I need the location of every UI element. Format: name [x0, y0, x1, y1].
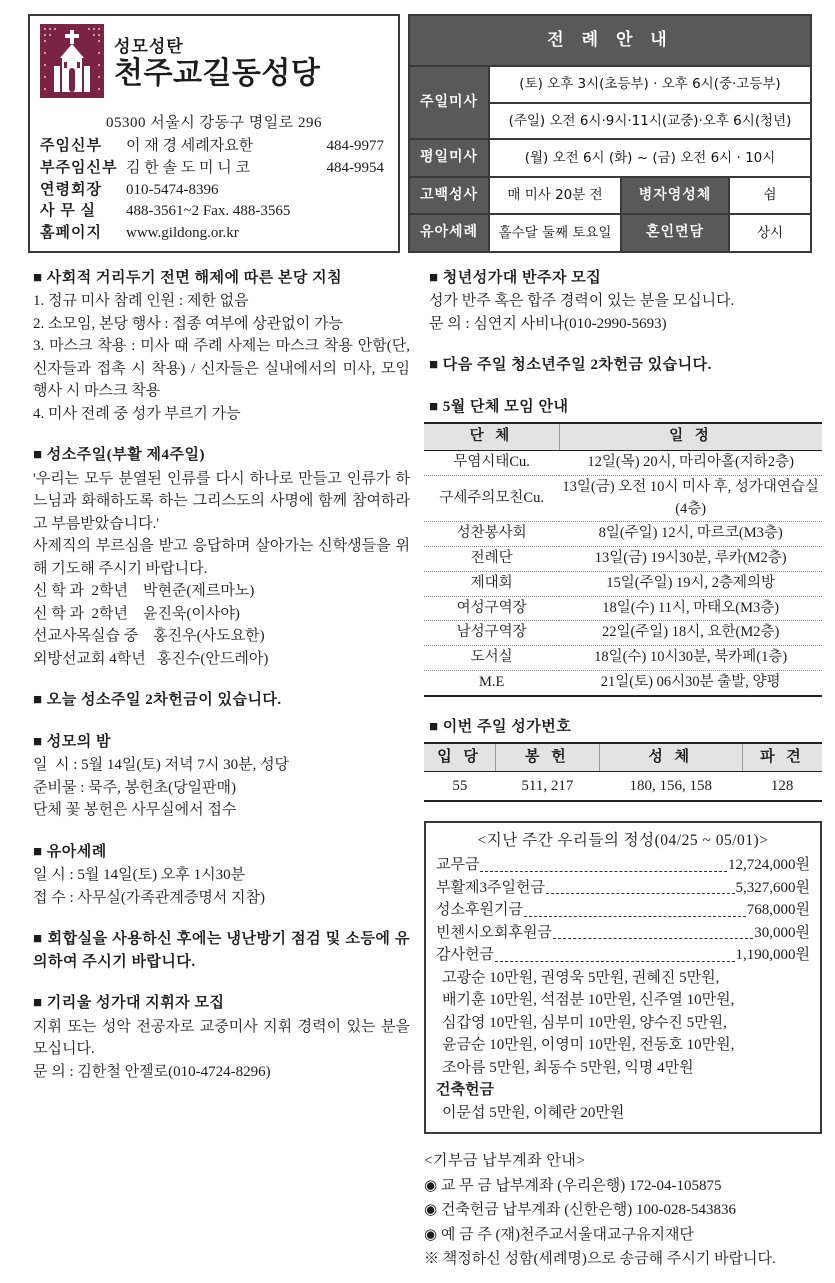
group-name: 제대회	[424, 571, 559, 596]
section-title: ■ 기리울 성가대 지휘자 모집	[33, 995, 225, 1012]
section-line: 외방선교회 4학년 홍진수(안드레아)	[33, 650, 269, 667]
section-title: ■ 성소주일(부활 제4주일)	[33, 447, 205, 464]
confession-label: 고백성사	[409, 177, 489, 215]
section-line: 3. 마스크 착용 : 미사 때 주례 사제는 마스크 착용 안함(단, 신자들과 접촉 시 착용) / 신자들은 실내에서의 미사, 모임 행사 시 마스크 착용	[33, 338, 414, 400]
section-next-week-collection	[424, 354, 822, 377]
section-line: 1. 정규 미사 참례 인원 : 제한 없음	[33, 293, 249, 310]
section-choir-conductor-recruit	[28, 992, 414, 1083]
section-title: ■ 5월 단체 모임 안내	[429, 398, 569, 415]
section-youth-choir-accompanist	[424, 267, 822, 336]
group-schedule: 15일(주일) 19시, 2층제의방	[559, 571, 822, 596]
header	[28, 14, 817, 253]
group-schedule: 18일(수) 10시30분, 북카페(1층)	[559, 646, 822, 671]
section-meeting-room-notice	[28, 928, 410, 973]
contact-phone	[384, 201, 388, 223]
church-titles	[114, 38, 320, 91]
group-table-header-row	[424, 423, 822, 450]
group-schedule: 12일(목) 20시, 마리아홀(지하2층)	[559, 451, 822, 476]
church-brand	[40, 24, 388, 106]
section-line: 신 학 과 2학년 박현준(제르마노)	[33, 583, 255, 600]
liturgy-title: 전 례 안 내	[409, 15, 811, 66]
section-line: 2. 소모임, 본당 행사 : 접종 여부에 상관없이 가능	[33, 315, 343, 332]
group-row	[424, 522, 822, 547]
donation-amount: 1,190,000원	[735, 947, 810, 964]
group-schedule: 18일(수) 11시, 마태오(M3층)	[559, 596, 822, 621]
section-line: 성가 반주 혹은 합주 경력이 있는 분을 모십니다.	[429, 293, 735, 310]
contact-value: 이 재 경 세례자요한	[126, 138, 254, 154]
section-hymn-numbers	[424, 716, 822, 803]
content-columns	[28, 267, 817, 1273]
contact-phone: 484-9954	[326, 159, 384, 176]
contact-row	[40, 158, 388, 180]
donation-label: 감사헌금	[436, 947, 494, 964]
schedule-column-header: 일 정	[559, 423, 822, 450]
section-line: 문 의 : 김한철 안젤로(010-4724-8296)	[33, 1063, 271, 1080]
section-line: 사제직의 부르심을 받고 응답하며 살아가는 신학생들을 위해 기도해 주시기 바랍니다.	[33, 538, 410, 577]
section-vocations-sunday	[28, 444, 410, 670]
group-schedule: 22일(주일) 18시, 요한(M2층)	[559, 621, 822, 646]
dismissal-header: 파 견	[742, 743, 822, 771]
donation-label: 성소후원기금	[436, 902, 523, 919]
group-row	[424, 670, 822, 695]
account-info-title: <기부금 납부계좌 안내>	[424, 1153, 586, 1170]
section-night-of-mary	[28, 731, 410, 822]
account-lines	[424, 1175, 822, 1271]
section-body	[28, 864, 410, 909]
group-table-body	[424, 451, 822, 696]
offertory-header: 봉 헌	[496, 743, 599, 771]
contact-value: www.gildong.or.kr	[126, 225, 239, 241]
sunday-mass-sun: (주일) 오전 6시·9시·11시(교중)·오후 6시(청년)	[489, 103, 811, 140]
donation-row	[436, 944, 810, 967]
donation-row	[436, 877, 810, 900]
donation-row	[436, 854, 810, 877]
section-distancing-guidelines	[28, 267, 414, 426]
section-title: ■ 회합실을 사용하신 후에는 냉난방기 점검 및 소등에 유의하여 주시기 바랍니다.	[33, 931, 410, 970]
group-row	[424, 475, 822, 522]
donation-items	[436, 854, 810, 967]
sick-communion-label: 병자영성체	[621, 177, 729, 215]
weekday-mass-label: 평일미사	[409, 139, 489, 177]
contact-row	[40, 180, 388, 202]
marriage-value: 상시	[729, 214, 811, 252]
church-info-box	[28, 14, 400, 253]
contact-label: 사 무 실	[40, 203, 96, 220]
building-fund-label: 건축헌금	[436, 1082, 494, 1099]
confession-value: 매 미사 20분 전	[489, 177, 621, 215]
right-column	[424, 267, 822, 1273]
group-row	[424, 646, 822, 671]
group-row	[424, 571, 822, 596]
contact-value: 010-5474-8396	[126, 181, 219, 198]
donation-amount: 768,000원	[746, 902, 810, 919]
donation-title: <지난 주간 우리들의 정성(04/25 ~ 05/01)>	[477, 832, 769, 849]
contact-label: 주임신부	[40, 138, 102, 154]
section-line: 선교사목실습 중 홍진우(사도요한)	[33, 628, 265, 645]
section-body	[28, 1016, 414, 1084]
dash-leader	[546, 893, 735, 894]
dash-leader	[480, 871, 727, 872]
infant-baptism-label: 유아세례	[409, 214, 489, 252]
donor-line: 심갑영 10만원, 심부미 10만원, 양수진 5만원,	[442, 1014, 727, 1031]
sunday-mass-label: 주일미사	[409, 66, 489, 139]
contact-phone	[384, 180, 388, 202]
section-line: '우리는 모두 분열된 인류를 다시 하나로 만들고 인류가 하느님과 화해하도록 하는 그리스도의 사명에 함께 참여하라고 부름받았습니다.'	[33, 470, 410, 532]
hymn-values-row	[424, 771, 822, 801]
account-info-section	[424, 1150, 822, 1271]
section-title: ■ 다음 주일 청소년주일 2차헌금 있습니다.	[429, 357, 712, 374]
church-logo-icon	[40, 24, 104, 106]
contact-label: 홈페이지	[40, 225, 102, 241]
group-schedule-table	[424, 422, 822, 696]
section-title: ■ 유아세례	[33, 843, 107, 860]
section-line: 문 의 : 심연지 사비나(010-2990-5693)	[429, 315, 667, 332]
donation-amount: 12,724,000원	[728, 857, 810, 874]
dismissal-hymn: 128	[770, 777, 794, 794]
section-line: 지휘 또는 성악 전공자로 교중미사 지휘 경력이 있는 분을 모십니다.	[33, 1018, 414, 1058]
contact-label: 연령회장	[40, 181, 102, 198]
communion-hymn: 180, 156, 158	[629, 777, 712, 794]
infant-baptism-value: 홀수달 둘째 토요일	[489, 214, 621, 252]
entrance-hymn: 55	[452, 777, 468, 794]
contact-value: 김 한 솔 도 미 니 코	[126, 159, 250, 176]
entrance-header: 입 당	[424, 743, 496, 771]
group-row	[424, 596, 822, 621]
section-may-group-meetings	[424, 396, 822, 697]
donation-row	[436, 899, 810, 922]
account-line: ◉ 예 금 주 (재)천주교서울대교구유지재단	[424, 1226, 694, 1243]
donor-line: 조아름 5만원, 최동수 5만원, 익명 4만원	[442, 1059, 694, 1076]
church-address: 05300 서울시 강동구 명일로 296	[106, 114, 322, 131]
donor-line: 배기훈 10만원, 석점분 10만원, 신주열 10만원,	[442, 992, 735, 1009]
thanksgiving-donors	[436, 967, 810, 1080]
section-line: 단체 꽃 봉헌은 사무실에서 접수	[33, 802, 237, 819]
group-schedule: 8일(주일) 12시, 마르코(M3층)	[559, 522, 822, 547]
group-name: 구세주의모친Cu.	[424, 475, 559, 522]
group-row	[424, 547, 822, 572]
church-contacts	[40, 136, 388, 245]
section-second-collection-today	[28, 689, 410, 712]
group-row	[424, 621, 822, 646]
section-line: 4. 미사 전례 중 성가 부르기 가능	[33, 405, 241, 422]
contact-phone: 484-9977	[326, 138, 384, 154]
group-name: 성찬봉사회	[424, 522, 559, 547]
church-name: 천주교길동성당	[114, 55, 321, 91]
liturgy-table	[408, 14, 812, 253]
section-title: ■ 사회적 거리두기 전면 해제에 따른 본당 지침	[33, 269, 343, 286]
section-body	[28, 468, 410, 671]
dash-leader	[524, 916, 746, 917]
communion-header: 성 체	[599, 743, 742, 771]
section-title: ■ 청년성가대 반주자 모집	[429, 269, 602, 286]
donor-line: 고광순 10만원, 권영욱 5만원, 권혜진 5만원,	[442, 969, 720, 986]
group-name: 여성구역장	[424, 596, 559, 621]
group-name: 무염시태Cu.	[424, 451, 559, 476]
marriage-label: 혼인면담	[621, 214, 729, 252]
section-title: ■ 성모의 밤	[33, 733, 112, 750]
group-schedule: 21일(토) 06시30분 출발, 양평	[559, 670, 822, 695]
group-column-header: 단 체	[424, 423, 559, 450]
account-line: ◉ 교 무 금 납부계좌 (우리은행) 172-04-105875	[424, 1177, 722, 1194]
account-line: ◉ 건축헌금 납부계좌 (신한은행) 100-028-543836	[424, 1202, 736, 1219]
hymn-header-row	[424, 743, 822, 771]
hymn-table	[424, 742, 822, 802]
donor-line: 윤금순 10만원, 이영미 10만원, 전동호 10만원,	[442, 1037, 735, 1054]
group-schedule: 13일(금) 오전 10시 미사 후, 성가대연습실(4층)	[559, 475, 822, 522]
offertory-hymn: 511, 217	[521, 777, 574, 794]
group-name: 남성구역장	[424, 621, 559, 646]
section-line: 접 수 : 사무실(가족관계증명서 지참)	[33, 889, 266, 906]
donation-amount: 30,000원	[754, 924, 810, 941]
donation-label: 부활제3주일헌금	[436, 879, 545, 896]
group-name: 도서실	[424, 646, 559, 671]
donation-box	[424, 821, 822, 1134]
section-body	[28, 754, 410, 822]
left-column	[28, 267, 414, 1273]
donation-label: 빈첸시오회후원금	[436, 924, 552, 941]
section-title: ■ 오늘 성소주일 2차헌금이 있습니다.	[33, 692, 282, 709]
section-body	[28, 290, 414, 425]
sunday-mass-sat: (토) 오후 3시(초등부) · 오후 6시(중·고등부)	[489, 66, 811, 103]
group-name: 전례단	[424, 547, 559, 572]
group-schedule: 13일(금) 19시30분, 루카(M2층)	[559, 547, 822, 572]
donation-amount: 5,327,600원	[735, 879, 810, 896]
sick-communion-value: 쉼	[729, 177, 811, 215]
contact-label: 부주임신부	[40, 159, 118, 176]
section-line: 일 시 : 5월 14일(토) 오후 1시30분	[33, 867, 246, 884]
section-title: ■ 이번 주일 성가번호	[429, 718, 572, 735]
weekday-mass-value: (월) 오전 6시 (화) ~ (금) 오전 6시 · 10시	[489, 139, 811, 177]
contact-phone	[384, 223, 388, 245]
section-line: 일 시 : 5월 14일(토) 저녁 7시 30분, 성당	[33, 757, 290, 774]
donor-line: 이문섭 5만원, 이혜란 20만원	[442, 1104, 625, 1121]
section-line: 신 학 과 2학년 윤진욱(이사야)	[33, 605, 240, 622]
donation-row	[436, 922, 810, 945]
section-body	[424, 290, 822, 335]
contact-value: 488-3561~2 Fax. 488-3565	[126, 203, 291, 220]
section-line: 준비물 : 묵주, 봉헌초(당일판매)	[33, 779, 237, 796]
contact-row	[40, 223, 388, 245]
group-row	[424, 451, 822, 476]
contact-row	[40, 201, 388, 223]
group-name: M.E	[424, 670, 559, 695]
building-fund-donors	[436, 1102, 810, 1125]
dash-leader	[495, 961, 735, 962]
dash-leader	[553, 938, 753, 939]
section-infant-baptism	[28, 841, 410, 910]
account-line: ※ 책정하신 성함(세례명)으로 송금해 주시기 바랍니다.	[424, 1251, 776, 1268]
contact-row	[40, 136, 388, 158]
church-slogan: 성모성탄	[114, 37, 184, 58]
donation-label: 교무금	[436, 857, 480, 874]
